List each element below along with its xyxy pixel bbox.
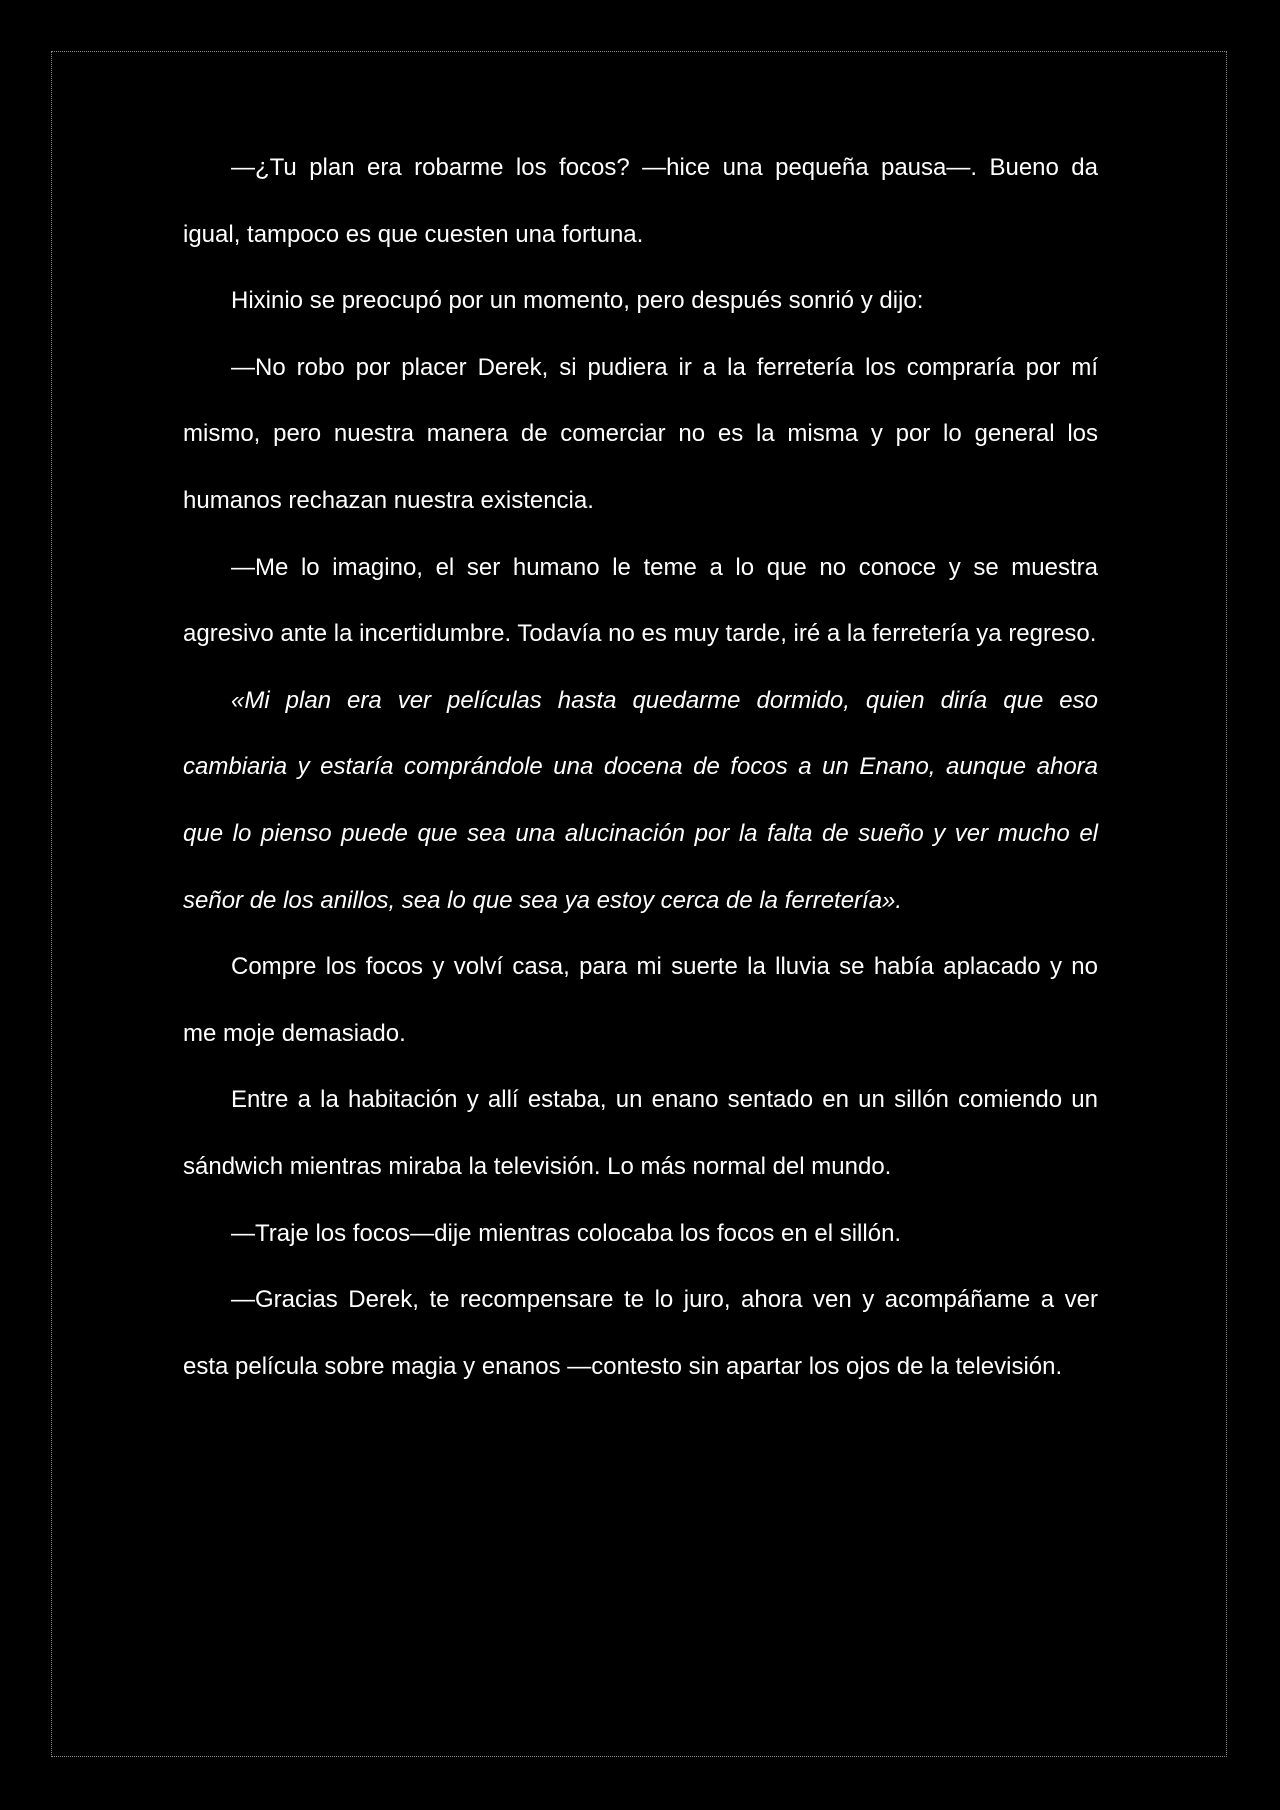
document-body [183, 135, 1098, 1400]
italic-paragraph: «Mi plan era ver películas hasta quedarme dormido, quien diría que eso cambiaria y estaría comprándole una docena de focos a un Enano, aunque ahora que lo pienso puede que sea una alucinación por la falta de sueño y ver mucho el señor de los anillos, sea lo que sea ya estoy cerca de la ferretería». [183, 686, 1098, 914]
paragraph: —Me lo imagino, el ser humano le teme a lo que no conoce y se muestra agresivo ante la incertidumbre. Todavía no es muy tarde, iré a la ferretería ya regreso. [183, 553, 1098, 648]
paragraph: Hixinio se preocupó por un momento, pero después sonrió y dijo: [231, 287, 924, 315]
paragraph: Entre a la habitación y allí estaba, un enano sentado en un sillón comiendo un sándwich mientras miraba la televisión. Lo más normal del mundo. [183, 1086, 1098, 1180]
paragraph: —Gracias Derek, te recompensare te lo juro, ahora ven y acompáñame a ver esta película sobre magia y enanos —contesto sin apartar los ojos de la televisión. [183, 1286, 1098, 1380]
paragraph: —¿Tu plan era robarme los focos? —hice una pequeña pausa—. Bueno da igual, tampoco es que cuesten una fortuna. [183, 154, 1098, 248]
paragraph: —Traje los focos—dije mientras colocaba los focos en el sillón. [231, 1219, 902, 1247]
paragraph: —No robo por placer Derek, si pudiera ir a la ferretería los compraría por mí mismo, pero nuestra manera de comerciar no es la misma y por lo general los humanos rechazan nuestra existencia. [183, 353, 1098, 514]
paragraph: Compre los focos y volví casa, para mi suerte la lluvia se había aplacado y no me moje demasiado. [183, 953, 1098, 1047]
